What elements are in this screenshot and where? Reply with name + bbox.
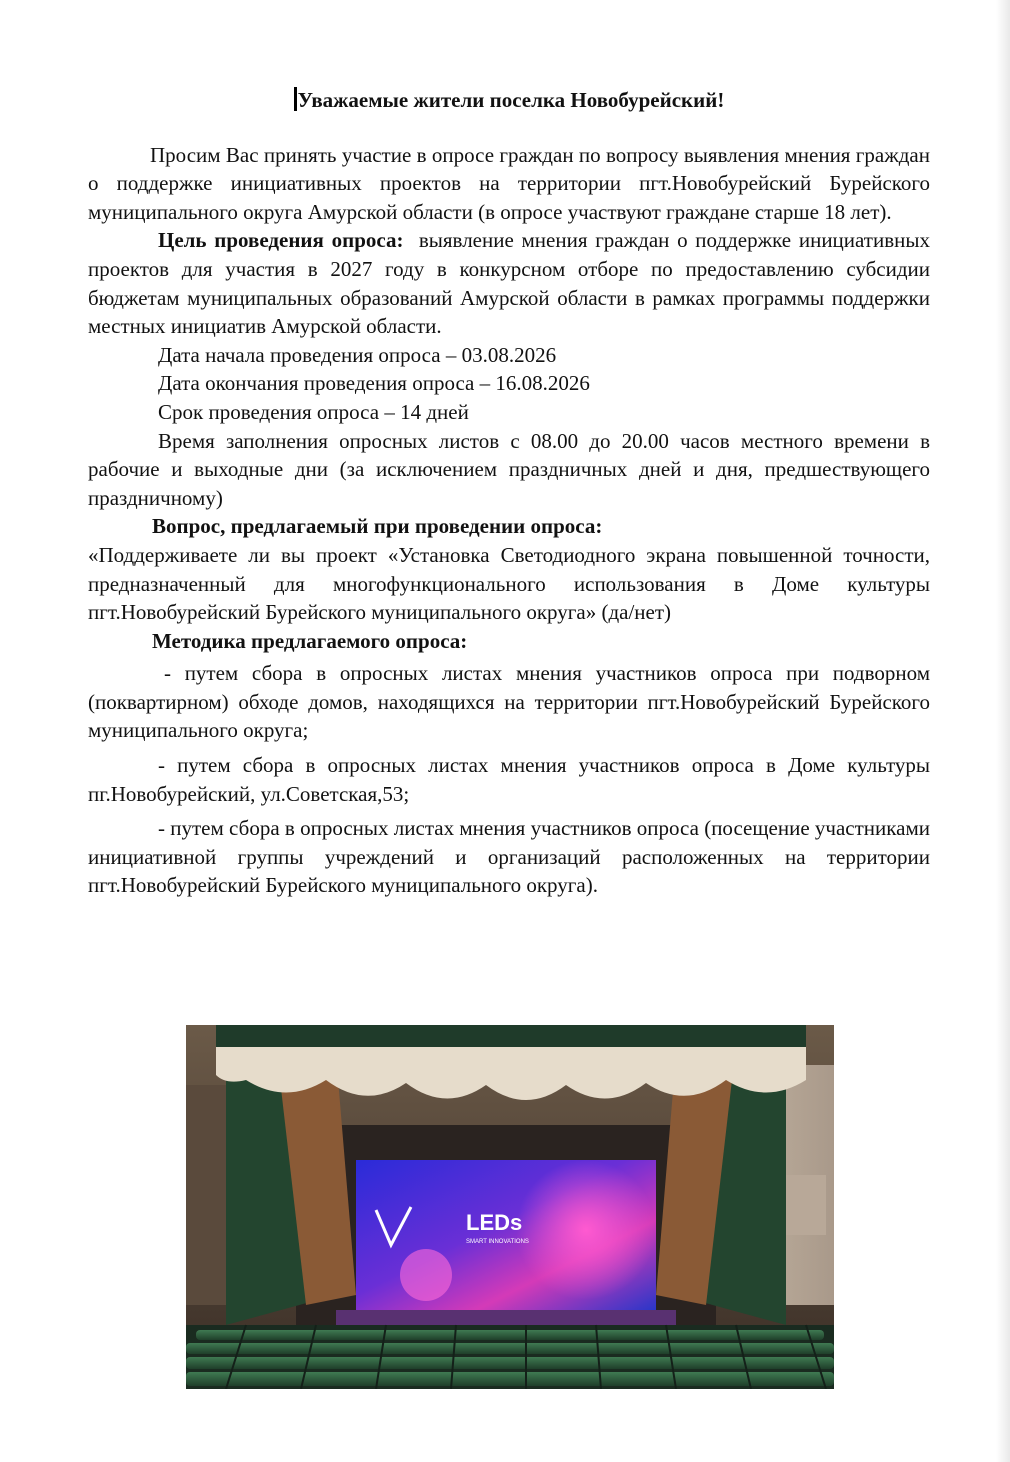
auditorium-illustration: [186, 1025, 834, 1389]
goal-paragraph: [88, 226, 930, 340]
text-cursor: [294, 87, 297, 111]
screen-logo: LEDs: [466, 1210, 523, 1235]
goal-label: Цель проведения опроса:: [158, 228, 404, 253]
document-body: [88, 86, 930, 900]
duration: Срок проведения опроса – 14 дней: [158, 399, 469, 424]
auditorium-photo: [186, 1025, 834, 1389]
screen-sublogo: SMART INNOVATIONS: [466, 1239, 529, 1245]
method-label: Методика предлагаемого опроса:: [152, 628, 468, 653]
method-item: - путем сбора в опросных листах мнения участников опроса (посещение участниками инициативной группы учреждений и организаций расположенных на территории пгт.Новобурейский Бурейского муниципального округа).: [88, 816, 930, 898]
question-text: «Поддерживаете ли вы проект «Установка Светодиодного экрана повышенной точности, предназначенный для многофункционального использования в Доме культуры пгт.Новобурейский Бурейского муниципального округа» (да/нет): [88, 542, 930, 625]
fill-time-paragraph: Время заполнения опросных листов с 08.00 до 20.00 часов местного времени в рабочие и выходные дни (за исключением праздничных дней и дня, предшествующего праздничному): [88, 428, 930, 510]
method-item: - путем сбора в опросных листах мнения участников опроса в Доме культуры пг.Новобурейский, ул.Советская,53;: [88, 753, 930, 806]
question-label: Вопрос, предлагаемый при проведении опроса:: [152, 514, 603, 539]
end-date: Дата окончания проведения опроса – 16.08.2026: [158, 371, 590, 396]
goal-text: выявление мнения граждан о поддержке инициативных проектов для участия в 2027 году в конкурсном отборе по предоставлению субсидии бюджетам муниципальных образований Амурской области в рамках программы поддержки местных инициатив Амурской области.: [88, 228, 930, 339]
method-item: - путем сбора в опросных листах мнения участников опроса при подворном (поквартирном) обходе домов, находящихся на территории пгт.Новобурейский Бурейского муниципального округа;: [88, 661, 930, 743]
document-title: Уважаемые жители поселка Новобурейский!: [88, 86, 930, 115]
start-date: Дата начала проведения опроса – 03.08.2026: [158, 342, 557, 367]
intro-paragraph: Просим Вас принять участие в опросе граждан по вопросу выявления мнения граждан о поддержке инициативных проектов на территории пгт.Новобурейский Бурейского муниципального округа Амурской области (в опросе участвуют граждане старше 18 лет).: [88, 142, 930, 224]
page-edge-shadow: [996, 0, 1010, 1462]
